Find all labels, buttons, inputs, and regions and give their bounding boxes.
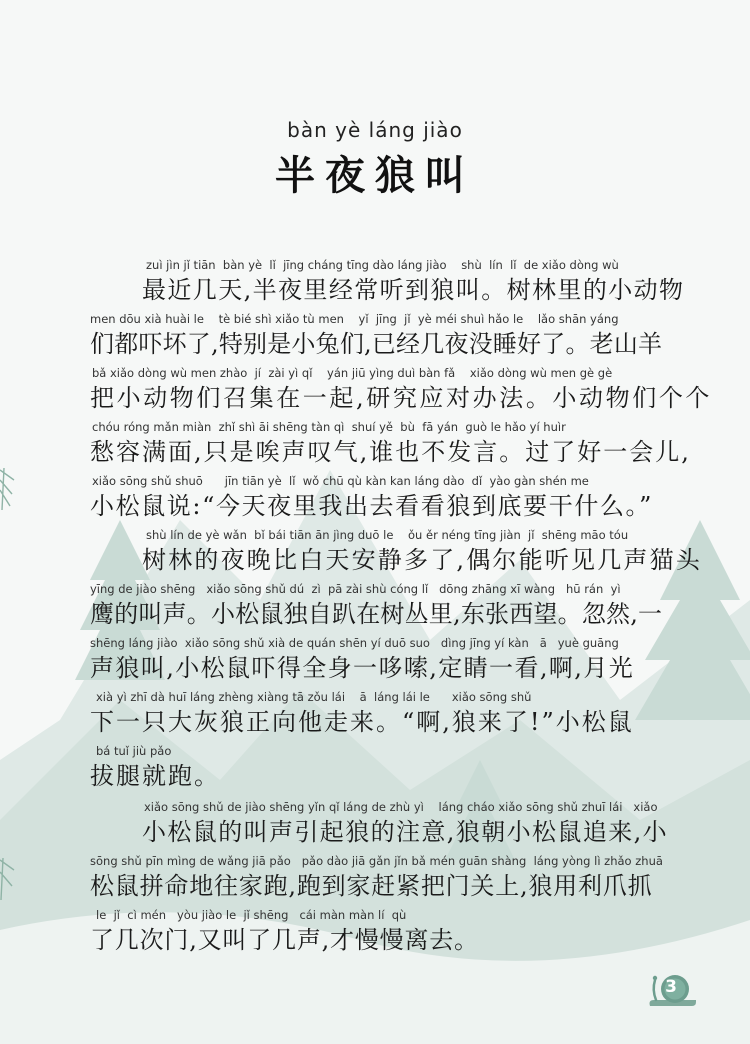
line-hanzi: 拔腿就跑。 xyxy=(90,762,220,790)
line-hanzi: 声狼叫,小松鼠吓得全身一哆嗦,定睛一看,啊,月光 xyxy=(90,654,635,682)
line-hanzi: 把小动物们召集在一起,研究应对办法。小动物们个个 xyxy=(90,384,713,412)
line-pinyin: bá tuǐ jiù pǎo xyxy=(96,744,172,758)
line-hanzi: 最近几天,半夜里经常听到狼叫。树林里的小动物 xyxy=(142,276,685,304)
title-pinyin: bàn yè láng jiào xyxy=(287,118,463,142)
line-pinyin: xià yì zhī dà huī láng zhèng xiàng tā zǒu lái ā láng lái le xiǎo sōng shǔ xyxy=(96,690,532,704)
line-hanzi: 愁容满面,只是唉声叹气,谁也不发言。过了好一会儿, xyxy=(90,438,691,466)
line-hanzi: 松鼠拼命地往家跑,跑到家赶紧把门关上,狼用利爪抓 xyxy=(90,872,653,900)
page-number: 3 xyxy=(665,977,677,997)
line-pinyin: shù lín de yè wǎn bǐ bái tiān ān jìng duō le ǒu ěr néng tīng jiàn jǐ shēng māo tóu xyxy=(146,528,629,542)
line-pinyin: bǎ xiǎo dòng wù men zhào jí zài yì qǐ yán jiū yìng duì bàn fǎ xiǎo dòng wù men gè gè xyxy=(92,366,613,380)
line-hanzi: 小松鼠的叫声引起狼的注意,狼朝小松鼠追来,小 xyxy=(142,818,669,846)
line-hanzi: 树林的夜晚比白天安静多了,偶尔能听见几声猫头 xyxy=(142,546,703,574)
line-hanzi: 们都吓坏了,特别是小兔们,已经几夜没睡好了。老山羊 xyxy=(90,330,663,358)
line-pinyin: yīng de jiào shēng xiǎo sōng shǔ dú zì pā zài shù cóng lǐ dōng zhāng xī wàng hū rán yì xyxy=(90,582,621,596)
line-pinyin: zuì jìn jǐ tiān bàn yè lǐ jīng cháng tīng dào láng jiào shù lín lǐ de xiǎo dòng wù xyxy=(146,258,619,272)
line-hanzi: 了几次门,又叫了几声,才慢慢离去。 xyxy=(90,926,479,954)
line-pinyin: xiǎo sōng shǔ de jiào shēng yǐn qǐ láng de zhù yì láng cháo xiǎo sōng shǔ zhuī lái xiǎo xyxy=(144,800,658,814)
title-block xyxy=(0,118,750,201)
line-hanzi: 鹰的叫声。小松鼠独自趴在树丛里,东张西望。忽然,一 xyxy=(90,600,663,628)
page-title: 半夜狼叫 xyxy=(275,153,475,199)
line-pinyin: xiǎo sōng shǔ shuō jīn tiān yè lǐ wǒ chū qù kàn kan láng dào dǐ yào gàn shén me xyxy=(92,474,589,488)
line-pinyin: chóu róng mǎn miàn zhǐ shì āi shēng tàn qì shuí yě bù fā yán guò le hǎo yí huìr xyxy=(92,420,566,434)
line-hanzi: 小松鼠说:“今天夜里我出去看看狼到底要干什么。” xyxy=(90,492,654,520)
line-pinyin: sōng shǔ pīn mìng de wǎng jiā pǎo pǎo dào jiā gǎn jǐn bǎ mén guān shàng láng yòng lì zhǎo zhuā xyxy=(90,854,663,868)
line-hanzi: 下一只大灰狼正向他走来。“啊,狼来了!”小松鼠 xyxy=(90,708,634,736)
line-pinyin: shēng láng jiào xiǎo sōng shǔ xià de quán shēn yí duō suo dìng jīng yí kàn ā yuè guāng xyxy=(90,636,619,650)
line-pinyin: men dōu xià huài le tè bié shì xiǎo tù men yǐ jīng jǐ yè méi shuì hǎo le lǎo shān yáng xyxy=(90,312,619,326)
line-pinyin: le jǐ cì mén yòu jiào le jǐ shēng cái màn màn lí qù xyxy=(96,908,407,922)
